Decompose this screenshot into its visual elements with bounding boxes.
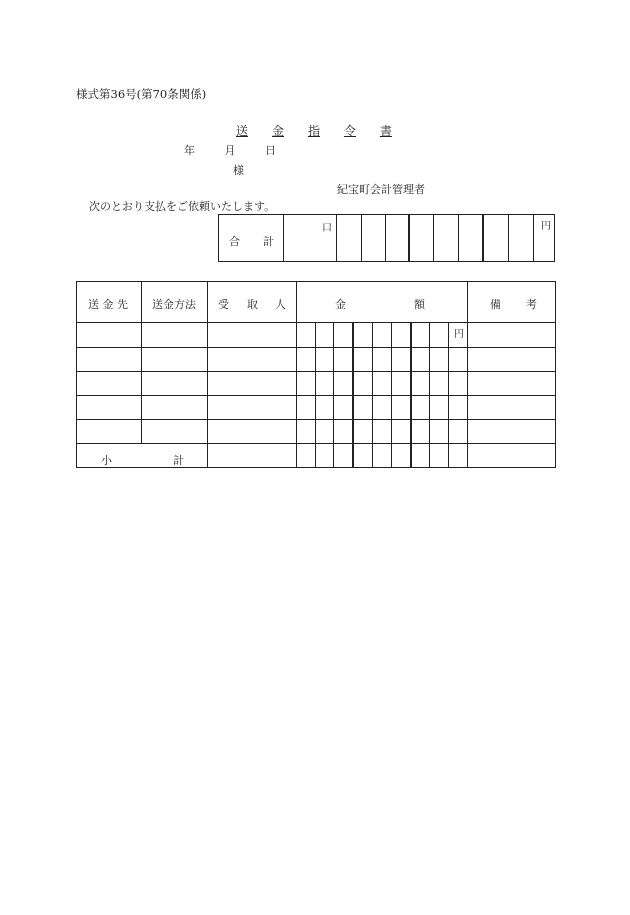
header-destination: 送 金 先 [88, 298, 128, 311]
subtotal-label-2: 計 [173, 454, 184, 467]
addressee-suffix: 様 [233, 164, 244, 177]
header-remarks-2: 考 [526, 298, 537, 311]
title-char-1: 送 [236, 124, 249, 138]
row-divider [77, 347, 555, 348]
date-day: 日 [265, 144, 276, 157]
col-divider [207, 282, 208, 467]
total-digit-cell [362, 215, 386, 261]
title-char-5: 書 [379, 124, 392, 138]
total-digit-cell [509, 215, 534, 261]
header-recipient-2: 取 [247, 298, 258, 311]
header-recipient-1: 受 [218, 298, 229, 311]
date-line [184, 142, 302, 158]
total-label-2: 計 [263, 235, 274, 248]
row-divider [77, 371, 555, 372]
total-label-cell [219, 215, 284, 261]
header-recipient-3: 人 [275, 298, 286, 311]
row-divider [77, 443, 555, 444]
title-char-3: 指 [307, 124, 320, 138]
col-divider [467, 282, 468, 467]
title-char-2: 金 [271, 124, 284, 138]
total-table [218, 214, 555, 262]
header-method: 送金方法 [152, 298, 196, 311]
total-digit-cell [337, 215, 362, 261]
total-digit-cell [410, 215, 434, 261]
total-kuchi: 口 [322, 223, 332, 234]
issuer: 紀宝町会計管理者 [337, 183, 425, 196]
total-digit-cell [386, 215, 410, 261]
date-year: 年 [184, 144, 195, 157]
header-amount-2: 額 [414, 298, 425, 311]
date-month: 月 [224, 144, 236, 157]
total-label-1: 合 [229, 235, 240, 248]
row-yen: 円 [454, 329, 464, 340]
total-yen: 円 [541, 221, 551, 232]
subtotal-label-1: 小 [101, 454, 112, 467]
total-digit-cell [484, 215, 509, 261]
row-divider [77, 322, 555, 323]
total-digit-cell [459, 215, 484, 261]
row-divider [77, 419, 555, 420]
request-text: 次のとおり支払をご依頼いたします。 [89, 200, 276, 213]
header-remarks-1: 備 [490, 298, 501, 311]
header-amount-1: 金 [335, 298, 346, 311]
title-char-4: 令 [343, 124, 356, 138]
row-divider [77, 395, 555, 396]
document-title [236, 122, 392, 139]
form-number: 様式第36号(第70条関係) [76, 87, 207, 101]
col-divider [296, 282, 297, 467]
total-digit-cell [434, 215, 459, 261]
remittance-table [76, 281, 556, 468]
